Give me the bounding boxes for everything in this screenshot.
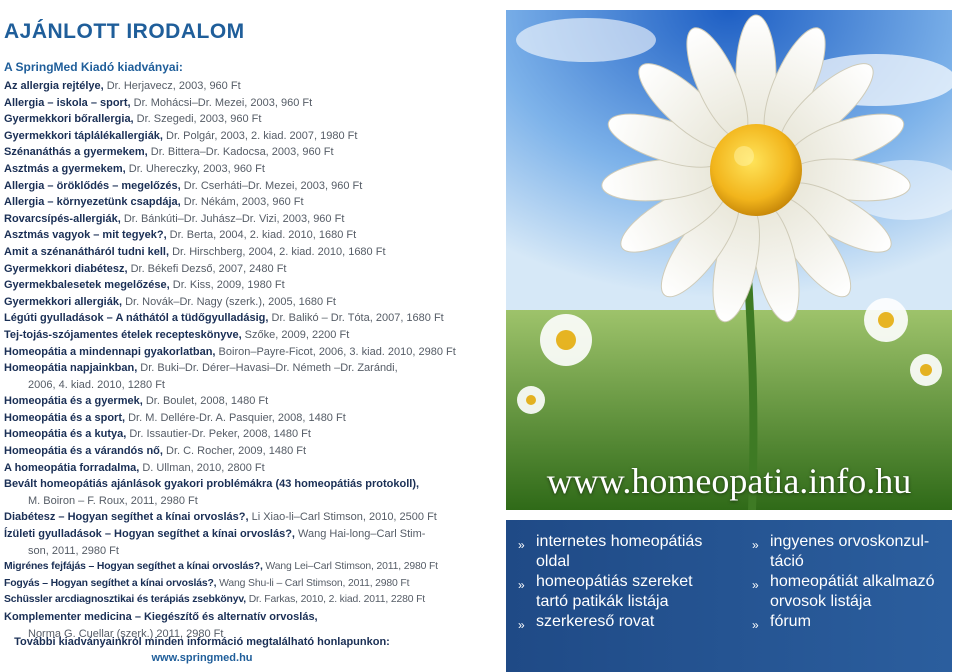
book-details-continued: Norma G. Cuellar (szerk.) 2011, 2980 Ft: [28, 627, 224, 640]
book-title: Allergia – öröklődés – megelőzés,: [4, 179, 181, 192]
daisy-photo: [506, 10, 952, 510]
book-entry: [4, 426, 488, 443]
book-details: Dr. C. Rocher, 2009, 1480 Ft: [162, 445, 307, 458]
book-entry: [4, 410, 488, 427]
book-title: Homeopátia és a sport,: [4, 411, 126, 424]
book-title: Gyermekkori bőrallergia,: [4, 113, 134, 126]
book-title: Asztmás a gyermekem,: [4, 162, 126, 175]
feature-link[interactable]: [752, 572, 935, 612]
book-title: Bevált homeopátiás ajánlások gyakori problémákra (43 homeopátiás protokoll),: [4, 478, 420, 491]
book-entry: [4, 211, 488, 228]
book-title: Az allergia rejtélye,: [4, 80, 104, 92]
book-details: Dr. Berta, 2004, 2. kiad. 2010, 1680 Ft: [166, 229, 357, 242]
book-details: Dr. Uhereczky, 2003, 960 Ft: [125, 162, 265, 175]
book-entry: [4, 95, 488, 112]
features-column-left: [518, 532, 702, 635]
book-title: Homeopátia napjainkban,: [4, 362, 138, 375]
book-details: Dr. Buki–Dr. Dérer–Havasi–Dr. Németh –Dr. Zarándi,: [137, 362, 398, 375]
book-title: Komplementer medicina – Kiegészítő és alternatív orvoslás,: [4, 611, 318, 623]
book-entry: [4, 360, 488, 393]
book-entry: [4, 78, 488, 95]
book-details: Dr. Polgár, 2003, 2. kiad. 2007, 1980 Ft: [162, 129, 358, 142]
book-details-continued: 2006, 4. kiad. 2010, 1280 Ft: [28, 378, 165, 391]
book-details: Dr. M. Dellére-Dr. A. Pasquier, 2008, 1480 Ft: [125, 411, 346, 424]
book-details: Boiron–Payre-Ficot, 2006, 3. kiad. 2010, 2980 Ft: [215, 345, 456, 358]
book-title: Gyermekkori diabétesz,: [4, 262, 128, 275]
book-title: Rovarcsípés-allergiák,: [4, 212, 121, 225]
book-title: Allergia – környezetünk csapdája,: [4, 196, 181, 209]
book-details: Dr. Mohácsi–Dr. Mezei, 2003, 960 Ft: [130, 96, 313, 109]
book-title: Migrénes fejfájás – Hogyan segíthet a kínai orvoslás?,: [4, 561, 263, 573]
double-chevron-icon: »: [518, 578, 525, 592]
feature-link[interactable]: [518, 572, 702, 612]
daisy-illustration: [506, 10, 952, 510]
book-title: Homeopátia és a várandós nő,: [4, 445, 163, 458]
feature-link-line: táció: [770, 553, 804, 570]
feature-link-text: [536, 532, 702, 572]
feature-link-text: [770, 532, 929, 572]
book-details: Dr. Issautier-Dr. Peker, 2008, 1480 Ft: [126, 428, 311, 441]
book-title: Diabétesz – Hogyan segíthet a kínai orvoslás?,: [4, 511, 249, 524]
book-details: Szőke, 2009, 2200 Ft: [241, 328, 350, 341]
feature-link[interactable]: [752, 532, 935, 572]
double-chevron-icon: »: [752, 578, 759, 592]
footer-text: További kiadványainkról minden információ megtalálható honlapunkon:: [14, 636, 390, 648]
feature-link-line: internetes homeopátiás: [536, 533, 703, 550]
book-details-continued: M. Boiron – F. Roux, 2011, 2980 Ft: [28, 494, 198, 507]
book-details: Dr. Boulet, 2008, 1480 Ft: [142, 395, 269, 408]
book-details: Dr. Szegedi, 2003, 960 Ft: [133, 113, 262, 126]
book-title: Fogyás – Hogyan segíthet a kínai orvoslás?,: [4, 577, 217, 589]
homeopatia-site-url[interactable]: www.homeopatia.info.hu: [546, 461, 912, 501]
book-title: Gyermekkori táplálékallergiák,: [4, 129, 163, 142]
book-entry: [4, 128, 488, 145]
book-title: Homeopátia és a kutya,: [4, 428, 127, 441]
book-details: Wang Shu-li – Carl Stimson, 2011, 2980 Ft: [216, 577, 410, 589]
book-entry: [4, 393, 488, 410]
book-entry: [4, 476, 488, 509]
book-title: Légúti gyulladások – A náthától a tüdőgyulladásig,: [4, 312, 269, 325]
book-title: Schüssler arcdiagnosztikai és terápiás zsebkönyv,: [4, 594, 246, 606]
book-entry: [4, 161, 488, 178]
book-entry: [4, 310, 488, 327]
book-details: Dr. Balikó – Dr. Tóta, 2007, 1680 Ft: [268, 312, 444, 325]
double-chevron-icon: »: [752, 538, 759, 552]
feature-link-line: tartó patikák listája: [536, 593, 669, 610]
book-details: D. Ullman, 2010, 2800 Ft: [139, 461, 265, 474]
book-details: Dr. Nékám, 2003, 960 Ft: [180, 196, 304, 209]
book-entry: [4, 576, 488, 593]
site-features-box: [506, 520, 952, 672]
publisher-subtitle: A SpringMed Kiadó kiadványai:: [4, 60, 183, 74]
feature-link[interactable]: [518, 612, 702, 635]
book-entry: [4, 327, 488, 344]
feature-link-text: [536, 612, 654, 632]
feature-link-line: ingyenes orvoskonzul-: [770, 533, 930, 550]
feature-link-line: fórum: [770, 613, 811, 630]
book-details: Dr. Cserháti–Dr. Mezei, 2003, 960 Ft: [180, 179, 363, 192]
promo-panel: [500, 0, 960, 672]
footer: [4, 634, 400, 666]
book-entry: [4, 261, 488, 278]
book-entry: [4, 111, 488, 128]
book-details: Dr. Kiss, 2009, 1980 Ft: [169, 279, 285, 292]
book-title: Ízületi gyulladások – Hogyan segíthet a kínai orvoslás?,: [4, 528, 295, 541]
book-entry: [4, 227, 488, 244]
book-entry: [4, 194, 488, 211]
book-details-continued: son, 2011, 2980 Ft: [28, 544, 119, 557]
book-title: A homeopátia forradalma,: [4, 461, 140, 474]
book-entry: [4, 509, 488, 526]
book-title: Szénanáthás a gyermekem,: [4, 146, 148, 159]
book-title: Gyermekkori allergiák,: [4, 295, 123, 308]
book-entry: [4, 559, 488, 576]
book-entry: [4, 592, 488, 609]
feature-link-line: homeopátiát alkalmazó: [770, 573, 935, 590]
book-details: Dr. Farkas, 2010, 2. kiad. 2011, 2280 Ft: [245, 594, 426, 606]
book-details: Dr. Békefi Dezső, 2007, 2480 Ft: [127, 262, 287, 275]
book-entry: [4, 526, 488, 559]
feature-link-line: orvosok listája: [770, 593, 872, 610]
book-entry: [4, 178, 488, 195]
reading-list-panel: [4, 0, 494, 672]
book-title: Asztmás vagyok – mit tegyek?,: [4, 229, 167, 242]
double-chevron-icon: »: [518, 538, 525, 552]
features-column-right: [752, 532, 935, 635]
book-details: Dr. Bittera–Dr. Kadocsa, 2003, 960 Ft: [147, 146, 334, 159]
book-entry: [4, 344, 488, 361]
book-entry: [4, 244, 488, 261]
book-details: Dr. Novák–Dr. Nagy (szerk.), 2005, 1680 Ft: [122, 295, 336, 308]
book-details: Dr. Bánkúti–Dr. Juhász–Dr. Vizi, 2003, 960 Ft: [120, 212, 345, 225]
double-chevron-icon: »: [752, 618, 759, 632]
book-entry: [4, 277, 488, 294]
book-entry: [4, 460, 488, 477]
feature-link-text: [770, 572, 935, 612]
book-title: Gyermekbalesetek megelőzése,: [4, 279, 170, 292]
book-title: Allergia – iskola – sport,: [4, 96, 131, 109]
book-details: Wang Lei–Carl Stimson, 2011, 2980 Ft: [262, 561, 438, 573]
book-title: Homeopátia és a gyermek,: [4, 395, 143, 408]
feature-link[interactable]: [518, 532, 702, 572]
feature-link-text: [770, 612, 811, 632]
book-title: Homeopátia a mindennapi gyakorlatban,: [4, 345, 216, 358]
book-entry: [4, 294, 488, 311]
book-title: Amit a szénanátháról tudni kell,: [4, 245, 170, 258]
feature-link-line: szerkereső rovat: [536, 613, 655, 630]
feature-link-line: homeopátiás szereket: [536, 573, 693, 590]
feature-link[interactable]: [752, 612, 935, 635]
feature-link-line: oldal: [536, 553, 570, 570]
footer-url-link[interactable]: www.springmed.hu: [151, 652, 253, 664]
book-details: Dr. Hirschberg, 2004, 2. kiad. 2010, 1680 Ft: [169, 245, 386, 258]
page-title: AJÁNLOTT IRODALOM: [4, 20, 245, 43]
book-list: [4, 78, 488, 642]
book-entry: [4, 443, 488, 460]
feature-link-text: [536, 572, 693, 612]
book-title: Tej-tojás-szójamentes ételek recepteskönyve,: [4, 328, 242, 341]
book-details: Wang Hai-long–Carl Stim-: [294, 528, 426, 541]
double-chevron-icon: »: [518, 618, 525, 632]
book-entry: [4, 144, 488, 161]
book-details: Li Xiao-li–Carl Stimson, 2010, 2500 Ft: [248, 511, 437, 524]
book-details: Dr. Herjavecz, 2003, 960 Ft: [103, 80, 241, 92]
